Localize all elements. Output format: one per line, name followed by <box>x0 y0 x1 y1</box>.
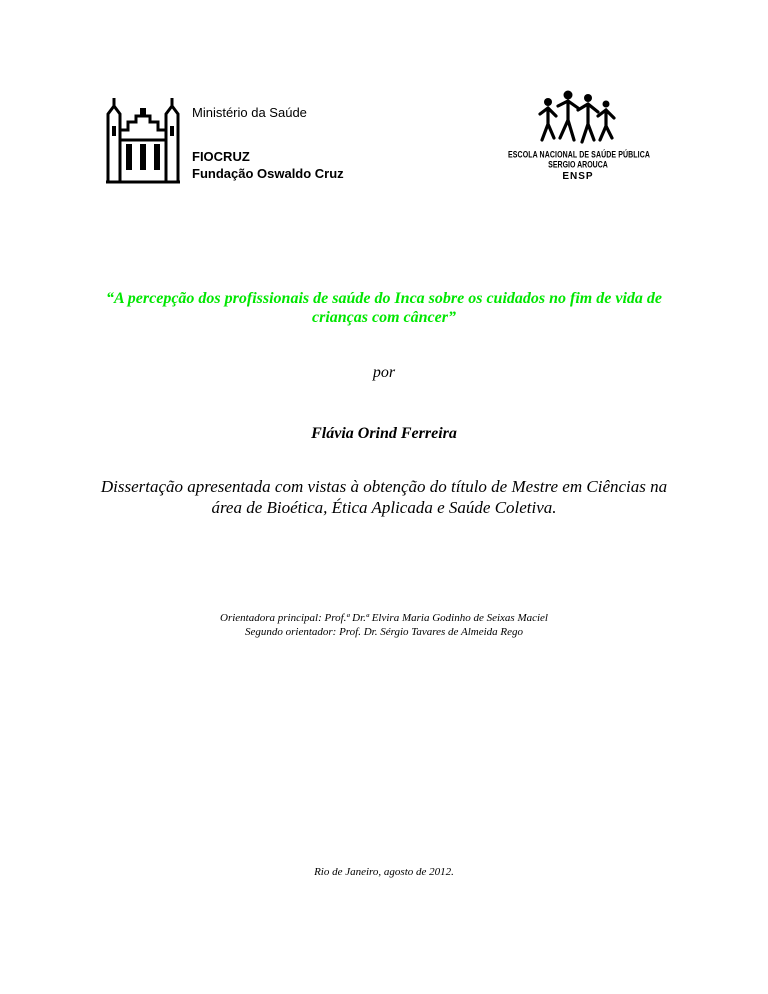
secondary-advisor: Segundo orientador: Prof. Dr. Sérgio Tavares de Almeida Rego <box>244 626 524 638</box>
primary-advisor: Orientadora principal: Prof.ª Dr.ª Elvira Maria Godinho de Seixas Maciel <box>220 612 548 624</box>
dissertation-description: Dissertação apresentada com vistas à obtenção do título de Mestre em Ciências na área de Bioética, Ética Aplicada e Saúde Coletiva. <box>100 477 668 517</box>
ensp-school-name: ESCOLA NACIONAL DE SAÚDE PÚBLICA <box>508 150 651 161</box>
fiocruz-logo <box>106 96 376 186</box>
ensp-acronym: ENSP <box>562 171 594 182</box>
place-date: Rio de Janeiro, agosto de 2012. <box>314 866 454 878</box>
fiocruz-full-name: Fundação Oswaldo Cruz <box>192 166 344 181</box>
fiocruz-castle-icon <box>106 96 186 184</box>
advisors-block <box>0 611 768 639</box>
author-name: Flávia Orind Ferreira <box>311 425 457 442</box>
by-label: por <box>372 364 396 381</box>
ensp-logo <box>508 90 651 202</box>
ministry-name: Ministério da Saúde <box>192 105 307 120</box>
ensp-people-icon <box>536 90 620 150</box>
fiocruz-short-name: FIOCRUZ <box>192 149 250 164</box>
document-title: “A percepção dos profissionais de saúde do Inca sobre os cuidados no fim de vida de crianças com câncer” <box>106 290 662 326</box>
ensp-school-honoree: SERGIO AROUCA <box>548 160 608 171</box>
